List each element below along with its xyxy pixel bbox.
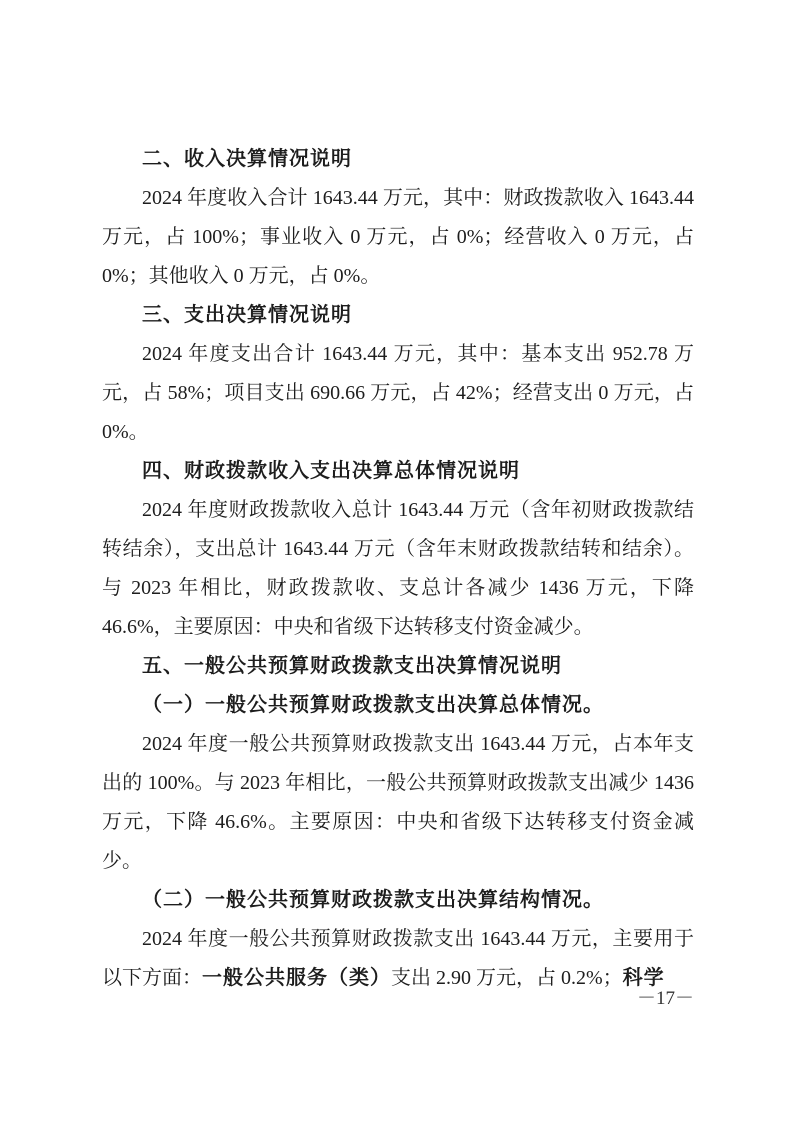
section-heading-income: 二、收入决算情况说明: [142, 148, 352, 170]
structure-segment-science: 科学: [622, 967, 665, 989]
paragraph-fiscal-appropriation-overall: 2024 年度财政拨款收入总计 1643.44 万元（含年初财政拨款结转结余），支出总计 1643.44 万元（含年末财政拨款结转和结余）。与 2023 年相比，财政拨款收、支总计各减少 1436 万元，下降 46.6%，主要原因：中央和省级下达转移支付资金减少。: [102, 499, 694, 638]
paragraph-income-summary: 2024 年度收入合计 1643.44 万元，其中：财政拨款收入 1643.44 万元，占 100%；事业收入 0 万元，占 0%；经营收入 0 万元，占 0%；其他收入 0 万元，占 0%。: [102, 187, 694, 287]
section-heading-expenditure: 三、支出决算情况说明: [142, 304, 352, 326]
document-body: [102, 140, 694, 998]
structure-segment-general-public-service: 一般公共服务（类）: [202, 967, 391, 989]
subheading-general-overall: （一）一般公共预算财政拨款支出决算总体情况。: [142, 694, 604, 716]
subheading-general-structure: （二）一般公共预算财政拨款支出决算结构情况。: [142, 889, 604, 911]
section-heading-general-public-budget: 五、一般公共预算财政拨款支出决算情况说明: [142, 655, 562, 677]
page-number: －17－: [636, 988, 694, 1009]
paragraph-general-overall: 2024 年度一般公共预算财政拨款支出 1643.44 万元，占本年支出的 100%。与 2023 年相比，一般公共预算财政拨款支出减少 1436 万元，下降 46.6%。主要原因：中央和省级下达转移支付资金减少。: [102, 733, 694, 872]
structure-segment-amount: 支出 2.90 万元，占 0.2%；: [391, 967, 623, 989]
section-heading-fiscal-appropriation-overall: 四、财政拨款收入支出决算总体情况说明: [142, 460, 520, 482]
structure-segment-intro: 2024 年度一般公共预算财政拨款支出 1643.44 万元，主要用于以下方面：: [102, 928, 694, 989]
paragraph-expenditure-summary: 2024 年度支出合计 1643.44 万元，其中：基本支出 952.78 万元，占 58%；项目支出 690.66 万元，占 42%；经营支出 0 万元，占 0%。: [102, 343, 694, 443]
